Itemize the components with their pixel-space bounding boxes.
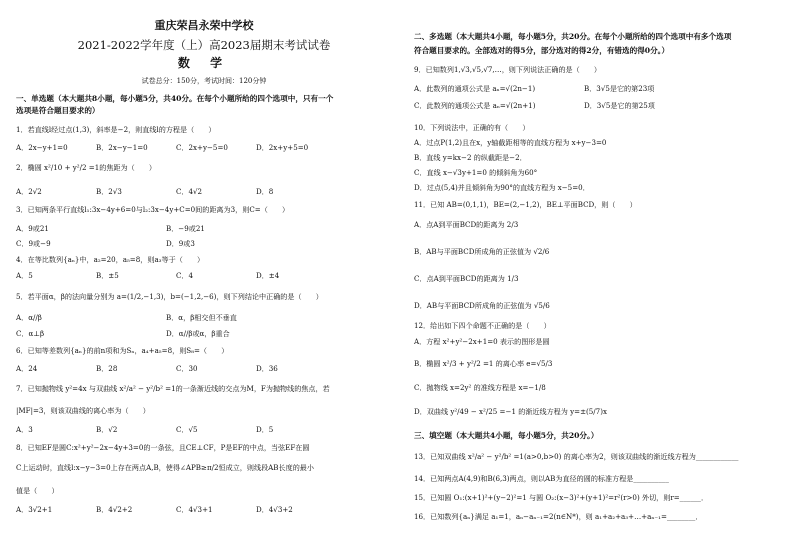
question-6-options bbox=[16, 365, 336, 374]
option-b: B．4√2+2 bbox=[96, 505, 133, 514]
option-b: B．±5 bbox=[96, 271, 119, 280]
question-5: 5．若平面α，β的法向量分别为 a=(1/2,−1,3)，b=(−1,2,−6)，则下列结论中正确的是（ ） bbox=[16, 292, 323, 301]
question-11-option-c: C．点A到平面BCD的距离为 1/3 bbox=[414, 274, 519, 283]
question-7-options bbox=[16, 426, 336, 435]
question-12-option-d: D．双曲线 y²/49 − x²/25 =−1 的渐近线方程为 y=±(5/7)x bbox=[414, 407, 607, 416]
question-7-cont: |MF|=3，则该双曲线的离心率为（ ） bbox=[16, 406, 150, 415]
option-c: C．9或−9 bbox=[16, 239, 51, 248]
exam-info: 试卷总分：150分，考试时间：120分钟 bbox=[141, 77, 267, 85]
question-3: 3．已知两条平行直线l₁:3x−4y+6=0与l₂:3x−4y+C=0间的距离为3，则C=（ ） bbox=[16, 205, 290, 214]
option-a: A．9或21 bbox=[16, 224, 49, 233]
question-6: 6．已知等差数列{aₙ}的前n项和为Sₙ，a₄+a₅=8，则S₈=（ ） bbox=[16, 346, 229, 355]
option-c: C．α⊥β bbox=[16, 329, 45, 338]
question-11-option-a: A．点A到平面BCD的距离为 2/3 bbox=[414, 220, 519, 229]
option-d: D．2x+y+5=0 bbox=[256, 143, 309, 152]
option-a: A．此数列的通项公式是 aₙ=√(2n−1) bbox=[414, 84, 536, 93]
question-11-option-b: B．AB与平面BCD所成角的正弦值为 √2/6 bbox=[414, 247, 550, 256]
question-10-option-b: B．直线 y=kx−2 的纵截距是−2． bbox=[414, 153, 527, 162]
option-c: C．√5 bbox=[176, 425, 198, 434]
option-d: D．3√5是它的第25项 bbox=[584, 101, 655, 110]
question-8-cont2: 值是（ ） bbox=[16, 486, 59, 495]
question-5-options-row2 bbox=[16, 330, 316, 339]
subject-title: 数 学 bbox=[177, 56, 231, 70]
section-1-heading: 一、单选题（本大题共8小题，每小题5分，共40分。在每个小题所给的四个选项中，只有一个 bbox=[16, 94, 334, 103]
option-a: A．24 bbox=[16, 364, 38, 373]
question-9-options-row1 bbox=[414, 85, 654, 94]
option-b: B．2x−y−1=0 bbox=[96, 143, 148, 152]
exam-title: 2021-2022学年度（上）高2023届期末考试试卷 bbox=[77, 38, 331, 52]
question-12-option-c: C．抛物线 x=2y² 的准线方程是 x=−1/8 bbox=[414, 383, 546, 392]
option-d: D．5 bbox=[256, 425, 274, 434]
option-a: A．3√2+1 bbox=[16, 505, 53, 514]
question-8: 8．已知EF是圆C:x²+y²−2x−4y+3=0的一条弦，且CE⊥CF，P是EF的中点，当弦EF在圆 bbox=[16, 443, 310, 452]
question-5-options-row1 bbox=[16, 314, 316, 323]
section-3-heading: 三、填空题（本大题共4小题，每小题5分，共20分。） bbox=[414, 431, 599, 440]
option-b: B．−9或21 bbox=[166, 224, 205, 233]
option-c: C．2x+y−5=0 bbox=[176, 143, 228, 152]
option-c: C．30 bbox=[176, 364, 198, 373]
question-3-options-row1 bbox=[16, 225, 316, 234]
question-2-options bbox=[16, 188, 336, 197]
section-2-heading-cont: 符合题目要求的。全部选对的得5分，部分选对的得2分，有错选的得0分。） bbox=[414, 46, 670, 55]
school-name: 重庆荣昌永荣中学校 bbox=[154, 19, 254, 32]
option-a: A．3 bbox=[16, 425, 33, 434]
question-8-cont: C上运动时，直线l:x−y−3=0上存在两点A,B，使得∠APB≥π/2恒成立，则线段AB长度的最小 bbox=[16, 463, 314, 472]
option-c: C．4 bbox=[176, 271, 194, 280]
option-a: A．2x−y+1=0 bbox=[16, 143, 68, 152]
question-12-option-b: B．椭圆 x²/3 + y²/2 =1 的离心率 e=√5/3 bbox=[414, 359, 553, 368]
question-10-option-d: D．过点(5,4)并且倾斜角为90°的直线方程为 x−5=0． bbox=[414, 183, 590, 192]
option-d: D．±4 bbox=[256, 271, 280, 280]
option-d: D．9或3 bbox=[166, 239, 195, 248]
question-10: 10．下列说法中，正确的有（ ） bbox=[414, 123, 530, 132]
question-10-option-a: A．过点P(1,2)且在x，y轴截距相等的直线方程为 x+y−3=0 bbox=[414, 138, 607, 147]
question-13: 13．已知双曲线 x²/a² − y²/b² =1(a>0,b>0) 的离心率为2，则该双曲线的渐近线方程为____________ bbox=[414, 452, 739, 461]
question-1: 1．若直线l经过点(1,3)，斜率是−2，则直线l的方程是（ ） bbox=[16, 125, 216, 134]
option-b: B．28 bbox=[96, 364, 118, 373]
question-10-option-c: C．直线 x−√3y+1=0 的倾斜角为60° bbox=[414, 168, 538, 177]
question-11-option-d: D．AB与平面BCD所成角的正弦值为 √5/6 bbox=[414, 301, 550, 310]
option-d: D．36 bbox=[256, 364, 278, 373]
question-14: 14．已知两点A(4,9)和B(6,3)两点，则以AB为直径的圆的标准方程是__________ bbox=[414, 474, 669, 483]
question-4: 4．在等比数列{aₙ}中，a₂=20，a₅=8，则a₃等于（ ） bbox=[16, 255, 205, 264]
option-d: D．4√3+2 bbox=[256, 505, 293, 514]
question-11: 11．已知 AB=(0,1,1)，BE=(2,−1,2)，BE⊥平面BCD，则（ ） bbox=[414, 200, 637, 209]
option-b: B．√2 bbox=[96, 425, 118, 434]
question-15: 15．已知圆 O₁:(x+1)²+(y−2)²=1 与圆 O₂:(x−3)²+(y+1)²=r²(r>0) 外切，则r=______． bbox=[414, 493, 709, 502]
option-c: C．4√2 bbox=[176, 187, 203, 196]
question-1-options bbox=[16, 144, 336, 153]
option-a: A．α//β bbox=[16, 313, 42, 322]
option-c: C．此数列的通项公式是 aₙ=√(2n+1) bbox=[414, 101, 536, 110]
option-b: B．3√5是它的第23项 bbox=[584, 84, 655, 93]
question-9: 9．已知数列1,√3,√5,√7,…，则下列说法正确的是（ ） bbox=[414, 65, 602, 74]
option-d: D．α//β或α，β重合 bbox=[166, 329, 230, 338]
question-12-option-a: A．方程 x²+y²−2x+1=0 表示的图形是圆 bbox=[414, 337, 550, 346]
section-2-heading: 二、多选题（本大题共4小题，每小题5分，共20分。在每个小题所给的四个选项中有多个选项 bbox=[414, 32, 732, 41]
option-a: A．2√2 bbox=[16, 187, 42, 196]
option-a: A．5 bbox=[16, 271, 33, 280]
question-12: 12．给出如下四个命题不正确的是（ ） bbox=[414, 321, 551, 330]
question-8-options bbox=[16, 506, 336, 515]
option-b: B．2√3 bbox=[96, 187, 122, 196]
question-4-options bbox=[16, 272, 336, 281]
question-16: 16．已知数列{aₙ}满足 a₁=1，aₙ−aₙ₋₁=2(n∈N*)，则 a₁+a₂+a₃+…+aₙ₋₁=________． bbox=[414, 512, 703, 521]
question-9-options-row2 bbox=[414, 102, 655, 111]
section-1-heading-cont: 选项是符合题目要求的） bbox=[16, 106, 100, 115]
question-3-options-row2 bbox=[16, 240, 316, 249]
question-2: 2．椭圆 x²/10 + y²/2 =1的焦距为（ ） bbox=[16, 163, 156, 172]
question-7: 7．已知抛物线 y²=4x 与双曲线 x²/a² − y²/b² =1的一条渐近线的交点为M，F为抛物线的焦点，若 bbox=[16, 384, 330, 393]
option-c: C．4√3+1 bbox=[176, 505, 213, 514]
option-b: B．α，β相交但不垂直 bbox=[166, 313, 237, 322]
option-d: D．8 bbox=[256, 187, 274, 196]
